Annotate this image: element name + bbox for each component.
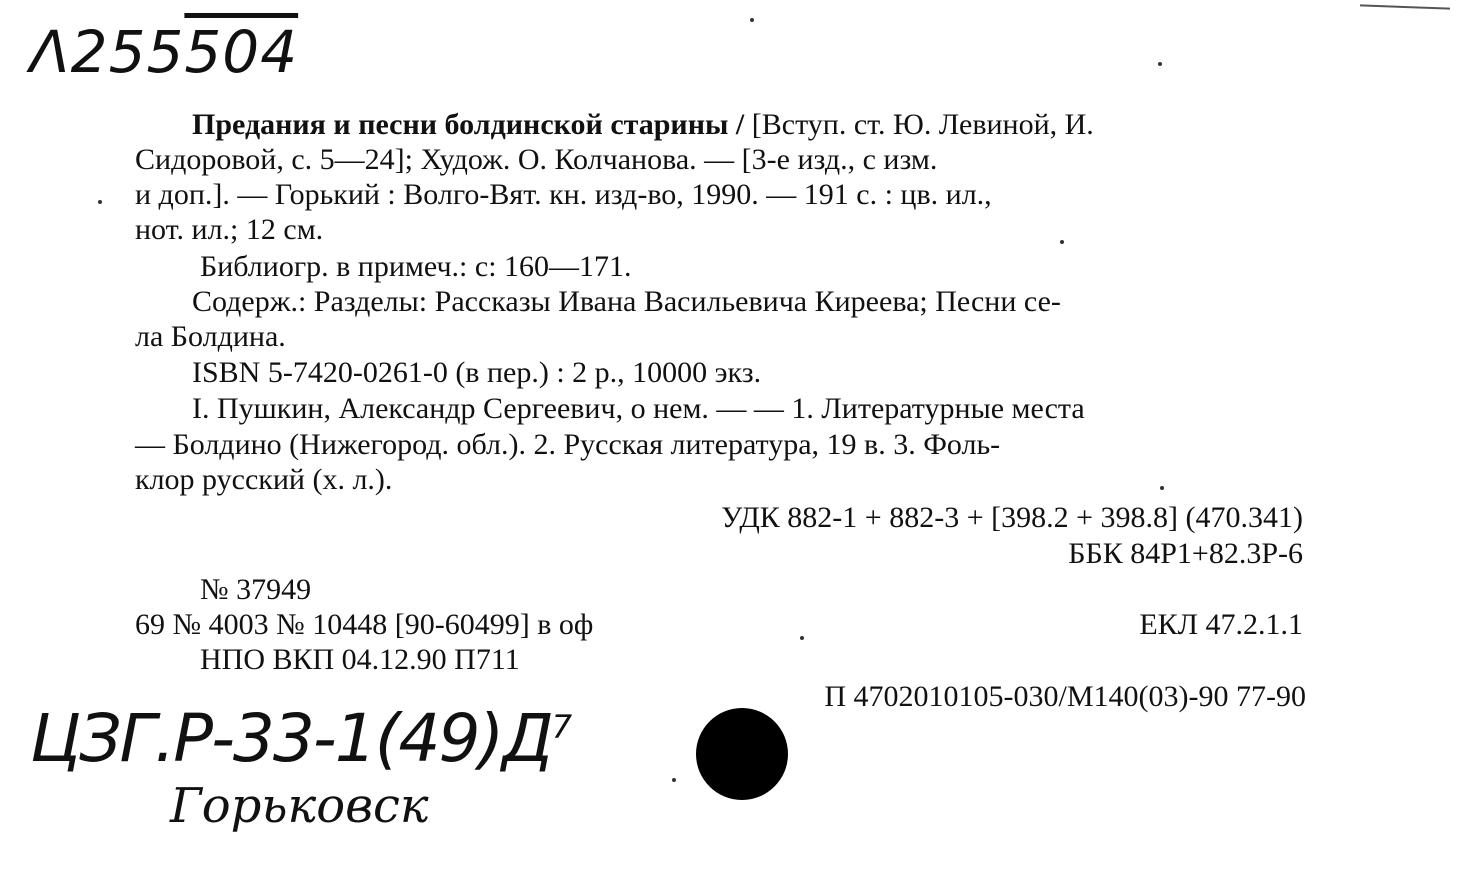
bbk-code: ББК 84Р1+82.3Р-6 [1068,537,1303,570]
entry-subjects-2: — Болдино (Нижегород. обл.). 2. Русская литература, 19 в. 3. Фоль- [135,428,1001,461]
order-line: 69 № 4003 № 10448 [90-60499] в оф [135,608,594,641]
location-code-sup: 7 [551,708,571,746]
entry-contents-cont: ла Болдина. [135,320,286,353]
speck [1060,240,1064,244]
udk-code: УДК 882-1 + 882-3 + [398.2 + 398.8] (470.341) [721,501,1303,534]
speck [98,200,102,204]
handwritten-location-code [30,700,570,777]
card-number: № 37949 [200,573,312,606]
speck [800,636,804,640]
speck [1158,62,1162,66]
handwritten-record-id [30,18,298,86]
speck [1160,486,1164,490]
entry-line-1-rest: [Вступ. ст. Ю. Левиной, И. [744,108,1094,141]
entry-line-3: и доп.]. — Горький : Волго-Вят. кн. изд-во, 1990. — 191 с. : цв. ил., [135,178,992,211]
ekl-code: ЕКЛ 47.2.1.1 [1139,608,1303,641]
entry-line-1 [192,110,1094,140]
handwritten-signature: Горьковск [170,778,429,834]
speck [750,18,754,22]
entry-line-2: Сидоровой, с. 5—24]; Худож. О. Колчанова. — [3-е изд., с изм. [135,143,938,176]
record-id-prefix: Λ255 [30,18,185,86]
record-id-suffix: 504 [184,18,299,86]
entry-subjects-3: клор русский (х. л.). [135,463,393,496]
entry-subjects: I. Пушкин, Александр Сергеевич, о нем. — — 1. Литературные места [192,392,1085,425]
speck [672,778,676,782]
location-code: ЦЗГ.Р-33-1(49)Д [30,700,552,777]
punch-hole [696,708,788,800]
entry-contents: Содерж.: Разделы: Рассказы Ивана Васильевича Киреева; Песни се- [192,285,1061,318]
entry-title: Предания и песни болдинской старины / [192,108,745,141]
publisher-code: П 4702010105-030/М140(03)-90 77-90 [824,680,1306,713]
npo-line: НПО ВКП 04.12.90 П711 [200,643,520,676]
edge-mark [1360,4,1450,9]
entry-bibliography: Библиогр. в примеч.: с: 160—171. [200,250,632,283]
entry-line-4: нот. ил.; 12 см. [135,213,324,246]
entry-isbn: ISBN 5-7420-0261-0 (в пер.) : 2 р., 10000 экз. [192,356,762,389]
